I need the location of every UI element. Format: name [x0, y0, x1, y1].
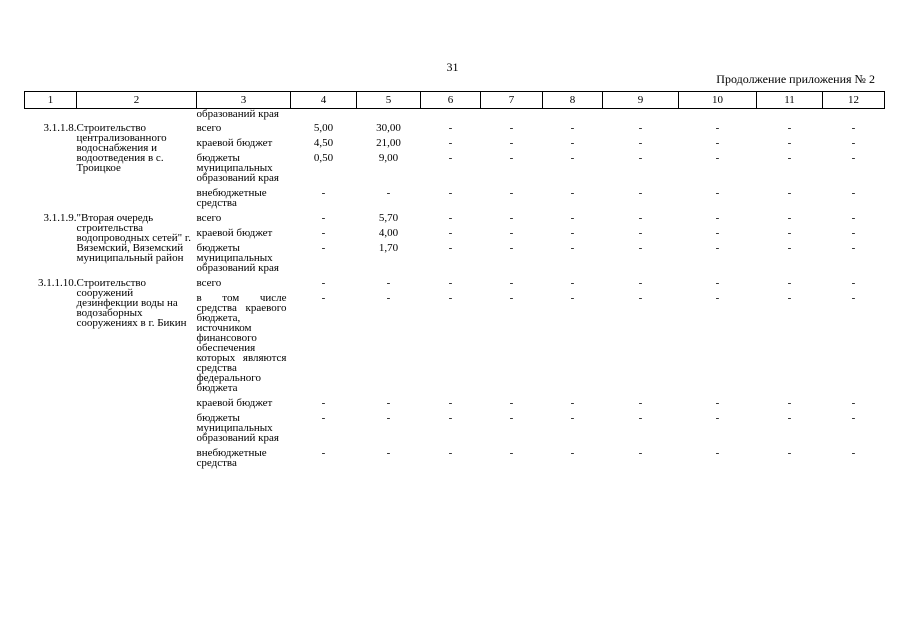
value-cell-col-7: -	[509, 447, 514, 459]
value-cell-col-4: 5,00	[313, 122, 334, 134]
value-cell-col-6: -	[448, 212, 453, 224]
value-cell-col-7	[481, 109, 543, 124]
column-header-10: 10	[679, 92, 757, 109]
value-cell-col-6: -	[448, 227, 453, 239]
value-cell-col-7: -	[509, 187, 514, 199]
value-cell-col-10: -	[715, 122, 720, 134]
funding-source: краевой бюджет	[196, 227, 273, 239]
value-cell-col-7: -	[509, 277, 514, 289]
value-cell-col-5: -	[386, 412, 391, 424]
value-cell-col-11: -	[787, 277, 792, 289]
value-cell-col-8: -	[570, 397, 575, 409]
value-cell-col-6: -	[448, 277, 453, 289]
table-row	[25, 213, 885, 228]
value-cell-col-6: -	[448, 137, 453, 149]
table-header	[25, 92, 885, 109]
value-cell-col-7: -	[509, 397, 514, 409]
value-cell-col-11	[757, 109, 823, 124]
table-row	[25, 278, 885, 293]
column-header-12: 12	[823, 92, 885, 109]
value-cell-col-9: -	[638, 122, 643, 134]
value-cell-col-10: -	[715, 397, 720, 409]
value-cell-col-10: -	[715, 292, 720, 304]
value-cell-col-6: -	[448, 187, 453, 199]
item-number	[25, 109, 77, 124]
value-cell-col-6: -	[448, 152, 453, 164]
value-cell-col-6: -	[448, 447, 453, 459]
value-cell-col-12: -	[851, 397, 856, 409]
value-cell-col-8: -	[570, 227, 575, 239]
value-cell-col-4: -	[321, 412, 326, 424]
value-cell-col-6: -	[448, 412, 453, 424]
funding-source: всего	[196, 277, 222, 289]
value-cell-col-8: -	[570, 447, 575, 459]
value-cell-col-11: -	[787, 397, 792, 409]
table-row	[25, 123, 885, 138]
value-cell-col-11: -	[787, 187, 792, 199]
value-cell-col-12: -	[851, 122, 856, 134]
value-cell-col-12: -	[851, 187, 856, 199]
funding-source: образований края	[196, 108, 279, 120]
value-cell-col-10	[679, 109, 757, 124]
value-cell-col-10: -	[715, 277, 720, 289]
value-cell-col-10: -	[715, 242, 720, 254]
value-cell-col-7: -	[509, 152, 514, 164]
value-cell-col-10: -	[715, 212, 720, 224]
column-header-7: 7	[481, 92, 543, 109]
value-cell-col-11: -	[787, 227, 792, 239]
value-cell-col-4: -	[321, 242, 326, 254]
value-cell-col-11: -	[787, 122, 792, 134]
value-cell-col-5: -	[386, 447, 391, 459]
value-cell-col-12: -	[851, 277, 856, 289]
table-row	[25, 109, 885, 124]
value-cell-col-5: 30,00	[376, 122, 401, 134]
column-header-11: 11	[757, 92, 823, 109]
column-header-5: 5	[357, 92, 421, 109]
value-cell-col-10: -	[715, 412, 720, 424]
value-cell-col-8: -	[570, 242, 575, 254]
value-cell-col-12: -	[851, 447, 856, 459]
value-cell-col-4: -	[321, 447, 326, 459]
value-cell-col-6: -	[448, 292, 453, 304]
funding-source: бюджеты муниципальных образований края	[196, 242, 279, 274]
value-cell-col-9: -	[638, 187, 643, 199]
value-cell-col-6	[421, 109, 481, 124]
value-cell-col-5: 1,70	[378, 242, 399, 254]
value-cell-col-8: -	[570, 212, 575, 224]
funding-source: краевой бюджет	[196, 137, 273, 149]
value-cell-col-12: -	[851, 242, 856, 254]
value-cell-col-8: -	[570, 412, 575, 424]
value-cell-col-12: -	[851, 227, 856, 239]
column-header-8: 8	[543, 92, 603, 109]
value-cell-col-9: -	[638, 227, 643, 239]
value-cell-col-7: -	[509, 412, 514, 424]
value-cell-col-5: 5,70	[378, 212, 399, 224]
value-cell-col-12	[823, 109, 885, 124]
value-cell-col-5	[357, 109, 421, 124]
funding-source: внебюджетные средства	[196, 187, 267, 209]
value-cell-col-8: -	[570, 122, 575, 134]
value-cell-col-8: -	[570, 137, 575, 149]
value-cell-col-4: -	[321, 292, 326, 304]
value-cell-col-8: -	[570, 277, 575, 289]
value-cell-col-12: -	[851, 152, 856, 164]
value-cell-col-5: 9,00	[378, 152, 399, 164]
column-header-6: 6	[421, 92, 481, 109]
value-cell-col-4: -	[321, 397, 326, 409]
funding-source: всего	[196, 212, 222, 224]
value-cell-col-5: -	[386, 277, 391, 289]
value-cell-col-12: -	[851, 212, 856, 224]
value-cell-col-10: -	[715, 187, 720, 199]
funding-source: внебюджетные средства	[196, 447, 267, 469]
value-cell-col-5: -	[386, 292, 391, 304]
value-cell-col-11: -	[787, 412, 792, 424]
value-cell-col-7: -	[509, 227, 514, 239]
column-header-1: 1	[25, 92, 77, 109]
value-cell-col-6: -	[448, 242, 453, 254]
budget-table	[24, 91, 885, 473]
value-cell-col-12: -	[851, 292, 856, 304]
value-cell-col-9: -	[638, 152, 643, 164]
header-row	[25, 92, 885, 109]
column-header-9: 9	[603, 92, 679, 109]
value-cell-col-10: -	[715, 447, 720, 459]
value-cell-col-7: -	[509, 122, 514, 134]
value-cell-col-11: -	[787, 152, 792, 164]
value-cell-col-12: -	[851, 137, 856, 149]
funding-source: бюджеты муниципальных образований края	[196, 412, 279, 444]
item-number: 3.1.1.8.	[43, 122, 77, 134]
value-cell-col-7: -	[509, 292, 514, 304]
value-cell-col-5: 4,00	[378, 227, 399, 239]
value-cell-col-10: -	[715, 137, 720, 149]
value-cell-col-5: -	[386, 187, 391, 199]
value-cell-col-7: -	[509, 137, 514, 149]
table-body	[25, 109, 885, 474]
value-cell-col-4	[291, 109, 357, 124]
value-cell-col-9: -	[638, 292, 643, 304]
value-cell-col-9: -	[638, 447, 643, 459]
value-cell-col-12: -	[851, 412, 856, 424]
value-cell-col-6: -	[448, 122, 453, 134]
funding-source: в том числе средства краевого бюджета, источником финансового обеспечения которых являются средства федерального бюджета	[196, 292, 287, 394]
value-cell-col-4: -	[321, 212, 326, 224]
funding-source: краевой бюджет	[196, 397, 273, 409]
value-cell-col-9: -	[638, 137, 643, 149]
value-cell-col-5: 21,00	[376, 137, 401, 149]
value-cell-col-11: -	[787, 137, 792, 149]
value-cell-col-8: -	[570, 292, 575, 304]
value-cell-col-9: -	[638, 397, 643, 409]
continuation-caption: Продолжение приложения № 2	[716, 72, 875, 86]
value-cell-col-5: -	[386, 397, 391, 409]
value-cell-col-7: -	[509, 212, 514, 224]
column-header-3: 3	[197, 92, 291, 109]
value-cell-col-11: -	[787, 212, 792, 224]
value-cell-col-4: 0,50	[313, 152, 334, 164]
value-cell-col-10: -	[715, 227, 720, 239]
item-name: Строительство сооружений дезинфекции воды на водозаборных сооружениях в г. Бикин	[76, 277, 187, 329]
page-number: 31	[446, 60, 459, 74]
column-header-2: 2	[77, 92, 197, 109]
value-cell-col-7: -	[509, 242, 514, 254]
value-cell-col-8	[543, 109, 603, 124]
value-cell-col-11: -	[787, 242, 792, 254]
value-cell-col-6: -	[448, 397, 453, 409]
value-cell-col-9: -	[638, 212, 643, 224]
value-cell-col-10: -	[715, 152, 720, 164]
value-cell-col-9	[603, 109, 679, 124]
value-cell-col-11: -	[787, 292, 792, 304]
value-cell-col-4: -	[321, 277, 326, 289]
value-cell-col-11: -	[787, 447, 792, 459]
funding-source: бюджеты муниципальных образований края	[196, 152, 279, 184]
column-header-4: 4	[291, 92, 357, 109]
item-name: "Вторая очередь строительства водопроводных сетей" г. Вяземский, Вяземский муниципальный район	[76, 212, 191, 264]
item-name	[77, 109, 197, 124]
item-number: 3.1.1.9.	[43, 212, 77, 224]
value-cell-col-4: -	[321, 187, 326, 199]
value-cell-col-8: -	[570, 187, 575, 199]
value-cell-col-9: -	[638, 277, 643, 289]
item-number: 3.1.1.10.	[38, 277, 77, 289]
value-cell-col-8: -	[570, 152, 575, 164]
value-cell-col-4: -	[321, 227, 326, 239]
value-cell-col-9: -	[638, 242, 643, 254]
item-name: Строительство централизованного водоснабжения и водоотведения в с. Троицкое	[76, 122, 167, 174]
value-cell-col-4: 4,50	[313, 137, 334, 149]
value-cell-col-9: -	[638, 412, 643, 424]
funding-source: всего	[196, 122, 222, 134]
